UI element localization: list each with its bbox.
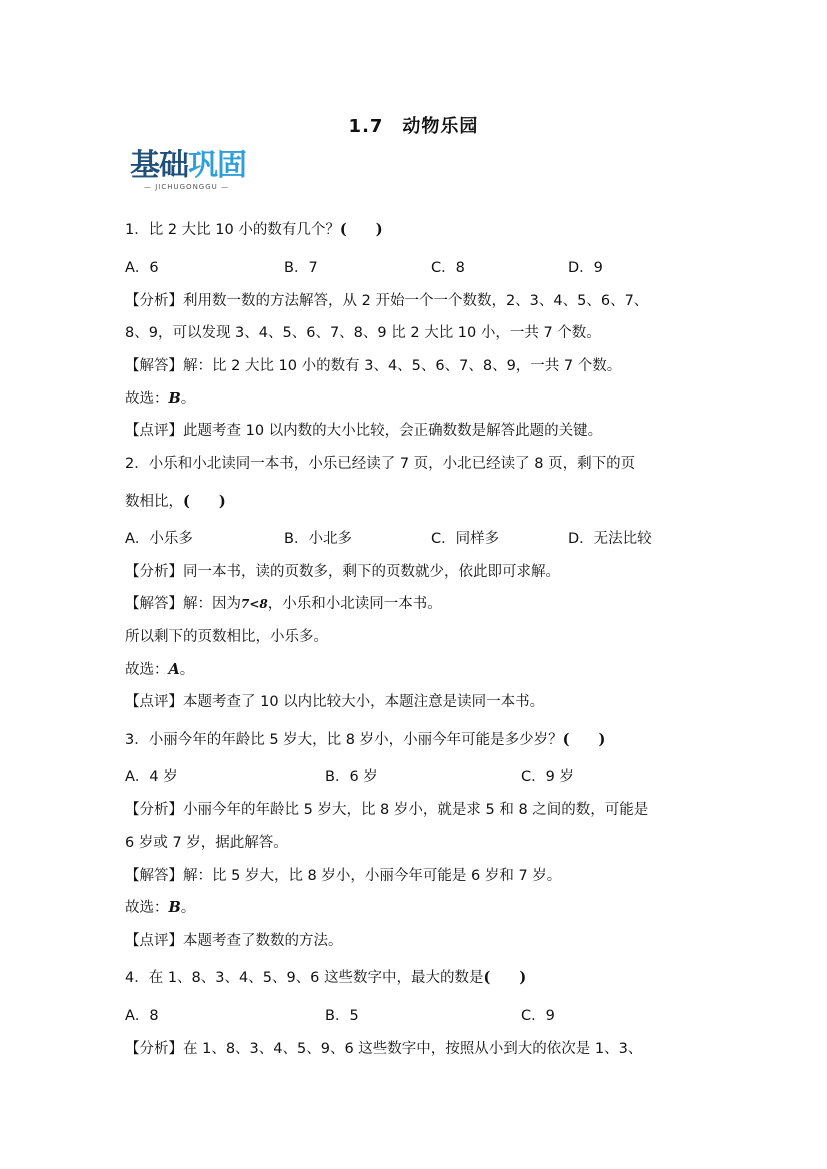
q1-paren: ( ) <box>339 221 383 238</box>
q2-option-b: B．小北多 <box>284 531 352 547</box>
q2-option-c: C．同样多 <box>431 531 500 547</box>
q2-answer-prefix: 【解答】解：因为 <box>125 596 241 612</box>
q2-choice-prefix: 故选： <box>125 662 169 678</box>
q3-choice-prefix: 故选： <box>125 900 169 916</box>
q2-analysis: 【分析】同一本书，读的页数多，剩下的页数就少，依此即可求解。 <box>125 564 560 580</box>
q3-option-c: C．9 岁 <box>521 769 574 785</box>
q2-answer-math: 7<8 <box>241 597 268 611</box>
q3-option-a: A．4 岁 <box>125 769 178 785</box>
q3-choice-line <box>125 898 195 918</box>
q1-choice: B <box>168 390 181 407</box>
q2-options <box>125 529 725 549</box>
q2-stem-line-1: 2．小乐和小北读同一本书，小乐已经读了 7 页，小北已经读了 8 页，剩下的页 <box>125 456 636 472</box>
q1-comment: 【点评】此题考查 10 以内数的大小比较，会正确数数是解答此题的关键。 <box>125 423 603 439</box>
q4-option-b: B．5 <box>325 1008 359 1024</box>
q1-option-a: A．6 <box>125 260 159 276</box>
q2-comment: 【点评】本题考查了 10 以内比较大小，本题注意是读同一本书。 <box>125 694 545 710</box>
q3-option-b: B．6 岁 <box>325 769 378 785</box>
q3-paren: ( ) <box>562 731 606 748</box>
q3-answer: 【解答】解：比 5 岁大，比 8 岁小，小丽今年可能是 6 岁和 7 岁。 <box>125 868 562 884</box>
q4-paren: ( ) <box>483 969 527 986</box>
q4-option-c: C．9 <box>521 1008 555 1024</box>
q1-option-d: D．9 <box>568 260 603 276</box>
q3-stem: 3．小丽今年的年龄比 5 岁大，比 8 岁小，小丽今年可能是多少岁？ <box>125 732 563 748</box>
badge-subtitle: — JICHUGONGGU — <box>144 183 229 191</box>
q2-choice-line <box>125 660 194 680</box>
q2-answer-line-1 <box>125 594 442 614</box>
q1-option-c: C．8 <box>431 260 465 276</box>
q4-options <box>125 1006 725 1026</box>
q3-analysis-line-2: 6 岁或 7 岁，据此解答。 <box>125 835 288 851</box>
q2-choice: A <box>168 661 180 678</box>
q1-choice-line <box>125 389 195 409</box>
q3-choice-suffix: 。 <box>180 900 196 916</box>
q3-stem-line <box>125 730 605 750</box>
q2-option-d: D．无法比较 <box>568 531 652 547</box>
q2-stem-line-2 <box>125 492 226 512</box>
q2-answer-suffix: ，小乐和小北读同一本书。 <box>267 596 442 612</box>
q2-choice-suffix: 。 <box>179 662 195 678</box>
q2-stem-2: 数相比， <box>125 494 183 510</box>
q4-option-a: A．8 <box>125 1008 159 1024</box>
badge-title-dark: 基础 <box>130 148 188 183</box>
q1-choice-prefix: 故选： <box>125 391 169 407</box>
q2-answer-line-2: 所以剩下的页数相比，小乐多。 <box>125 629 328 645</box>
q3-analysis-line-1: 【分析】小丽今年的年龄比 5 岁大，比 8 岁小，就是求 5 和 8 之间的数，可能是 <box>125 802 649 818</box>
q3-comment: 【点评】本题考查了数数的方法。 <box>125 933 343 949</box>
q2-paren: ( ) <box>183 493 226 510</box>
badge-title-light: 巩固 <box>188 148 246 183</box>
q1-analysis-line-2: 8、9，可以发现 3、4、5、6、7、8、9 比 2 大比 10 小，一共 7 个数。 <box>125 325 601 341</box>
q2-option-a: A．小乐多 <box>125 531 193 547</box>
q3-options <box>125 767 725 787</box>
q1-options <box>125 258 725 278</box>
q3-choice: B <box>168 899 181 916</box>
q1-choice-suffix: 。 <box>180 391 196 407</box>
q4-stem-line <box>125 968 526 988</box>
page-title: 1.7 动物乐园 <box>348 116 479 137</box>
q4-stem: 4．在 1、8、3、4、5、9、6 这些数字中，最大的数是 <box>125 970 484 986</box>
badge-title <box>130 150 276 182</box>
q1-stem: 1．比 2 大比 10 小的数有几个？ <box>125 222 340 238</box>
q1-option-b: B．7 <box>284 260 318 276</box>
q1-stem-line <box>125 220 383 240</box>
q4-analysis: 【分析】在 1、8、3、4、5、9、6 这些数字中，按照从小到大的依次是 1、3、 <box>125 1041 643 1057</box>
q1-analysis-line-1: 【分析】利用数一数的方法解答，从 2 开始一个一个数数，2、3、4、5、6、7、 <box>125 293 649 309</box>
q1-answer: 【解答】解：比 2 大比 10 小的数有 3、4、5、6、7、8、9，一共 7 个数。 <box>125 358 622 374</box>
section-badge <box>130 150 276 196</box>
